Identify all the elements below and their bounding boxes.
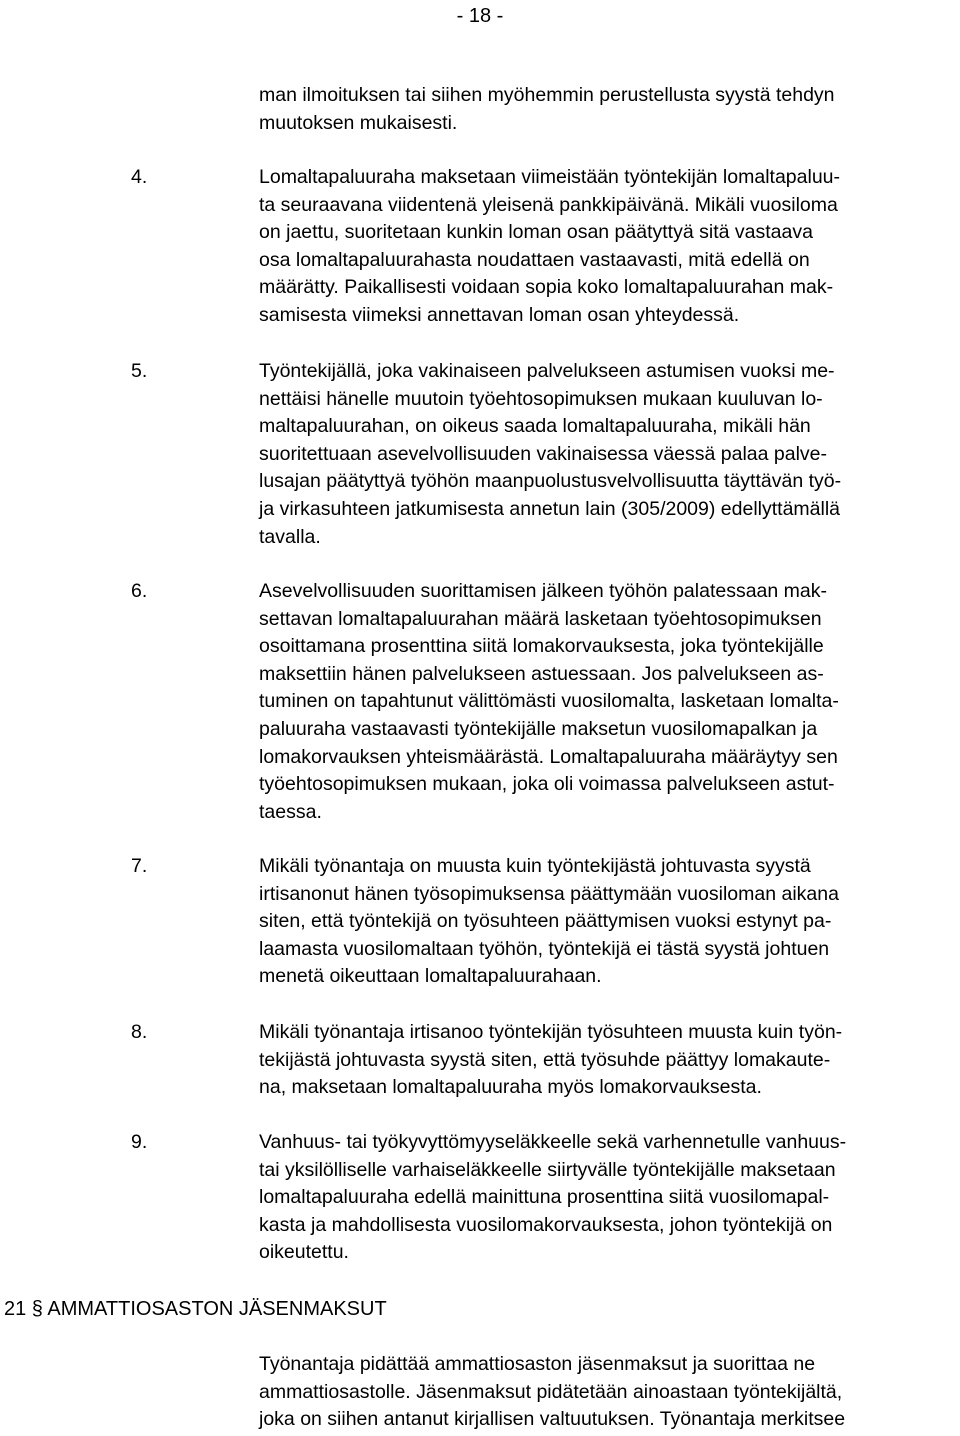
item-text-6: Asevelvollisuuden suorittamisen jälkeen työhön palatessaan mak- settavan lomaltapaluurahan määrä lasketaan työehtosopimuksen osoittamana prosenttina siitä lomakorvauksesta, joka työntekijälle maksettiin hänen palvelukseen astuessaan. Jos palvelukseen as- tuminen on tapahtunut välittömästi vuosilomalta, lasketaan lomalta- paluuraha vastaavasti työntekijälle maksetun vuosilomapalkan ja lomakorvauksen yhteismäärästä. Lomaltapaluuraha määräytyy sen työehtosopimuksen mukaan, joka oli voimassa palvelukseen astut- taessa. bbox=[259, 580, 839, 823]
item-number-7: 7. bbox=[131, 855, 148, 877]
item-text-8: Mikäli työnantaja irtisanoo työntekijän työsuhteen muusta kuin työn- tekijästä johtuvasta syystä siten, että työsuhde päättyy lomakaute- na, maksetaan lomaltapaluuraha myös lomakorvauksesta. bbox=[259, 1021, 843, 1099]
section-paragraph: Työnantaja pidättää ammattiosaston jäsenmaksut ja suorittaa ne ammattiosastolle. Jäsenmaksut pidätetään ainoastaan työntekijältä, joka on siihen antanut kirjallisen valtuutuksen. Työnantaja merkitsee bbox=[259, 1353, 846, 1431]
continuation-paragraph: man ilmoituksen tai siihen myöhemmin perustellusta syystä tehdyn muutoksen mukaisesti. bbox=[259, 84, 835, 134]
item-text-5: Työntekijällä, joka vakinaiseen palvelukseen astumisen vuoksi me- nettäisi hänelle muutoin työehtosopimuksen mukaan kuuluvan lo- maltapaluurahan, on oikeus saada lomaltapaluuraha, mikäli hän suoritettuaan asevelvollisuuden vakinaisessa väessä palaa palve- lusajan päätyttyä työhön maanpuolustusvelvollisuutta täyttävän työ- ja virkasuhteen jatkumisesta annetun lain (305/2009) edellyttämällä tavalla. bbox=[259, 360, 842, 548]
section-heading: 21 § AMMATTIOSASTON JÄSENMAKSUT bbox=[4, 1298, 387, 1320]
item-number-6: 6. bbox=[131, 580, 148, 602]
item-number-5: 5. bbox=[131, 360, 148, 382]
item-number-4: 4. bbox=[131, 166, 148, 188]
item-text-9: Vanhuus- tai työkyvyttömyyseläkkeelle sekä varhennetulle vanhuus- tai yksilölliselle varhaiseläkkeelle siirtyvälle työntekijälle maksetaan lomaltapaluuraha edellä mainittuna prosenttina siitä vuosilomapal- kasta ja mahdollisesta vuosilomakorvauksesta, johon työntekijä on oikeutettu. bbox=[259, 1131, 847, 1264]
item-text-7: Mikäli työnantaja on muusta kuin työntekijästä johtuvasta syystä irtisanonut hänen työsopimuksensa päättymään vuosiloman aikana siten, että työntekijä on työsuhteen päättymisen vuoksi estynyt pa- laamasta vuosilomaltaan työhön, työntekijä ei tästä syystä johtuen menetä oikeuttaan lomaltapaluurahaan. bbox=[259, 855, 839, 988]
page-number: - 18 - bbox=[456, 5, 504, 27]
item-text-4: Lomaltapaluuraha maksetaan viimeistään työntekijän lomaltapaluu- ta seuraavana viidentenä yleisenä pankkipäivänä. Mikäli vuosiloma on jaettu, suoritetaan kunkin loman osan päätyttyä sitä vastaava osa lomaltapaluurahasta noudattaen vastaavasti, mitä edellä on määrätty. Paikallisesti voidaan sopia koko lomaltapaluurahan mak- samisesta viimeksi annettavan loman osan yhteydessä. bbox=[259, 166, 841, 326]
item-number-8: 8. bbox=[131, 1021, 148, 1043]
item-number-9: 9. bbox=[131, 1131, 148, 1153]
